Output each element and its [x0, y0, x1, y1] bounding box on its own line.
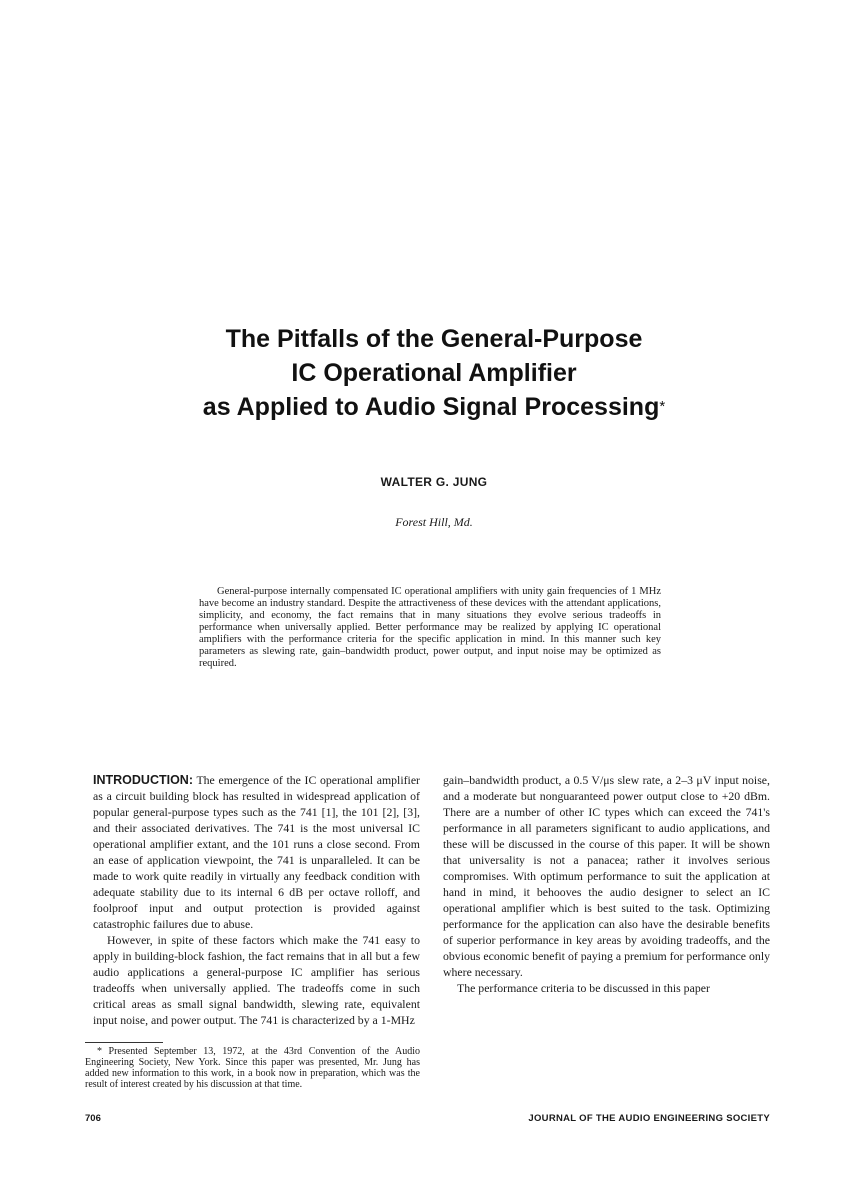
- footnote: * Presented September 13, 1972, at the 43rd Convention of the Audio Engineering Society, New York. Since this paper was presented, Mr. Jung has added new information to this work, in a book now in preparation, which was the result of interest created by his discussion at that time.: [85, 1046, 420, 1090]
- title-line-3: [120, 390, 748, 424]
- author-affiliation: Forest Hill, Md.: [395, 515, 473, 529]
- title-line-1: The Pitfalls of the General-Purpose: [225, 325, 643, 353]
- title-line-3-text: as Applied to Audio Signal Processing: [202, 393, 660, 421]
- footnote-rule: [85, 1042, 163, 1043]
- abstract: General-purpose internally compensated IC operational amplifiers with unity gain frequencies of 1 MHz have become an industry standard. Despite the attractiveness of these devices with the attendant applications, simplicity, and economy, the fact remains that in many situations they evolve serious tradeoffs in performance when universally applied. Better performance may be realized by applying IC operational amplifiers with the performance criteria for the specific application in mind. In this manner such key parameters as slewing rate, gain–bandwidth product, power output, and input noise may be optimized as required.: [199, 586, 661, 669]
- author-name: WALTER G. JUNG: [380, 475, 488, 489]
- journal-name: JOURNAL OF THE AUDIO ENGINEERING SOCIETY: [528, 1113, 770, 1124]
- title-footnote-mark: *: [659, 398, 666, 415]
- page-number: 706: [85, 1113, 101, 1124]
- body-paragraph-3: The performance criteria to be discussed in this paper: [457, 981, 710, 995]
- body-column-right: [443, 772, 770, 996]
- paper-title: [120, 322, 748, 424]
- body-paragraph-2: However, in spite of these factors which make the 741 easy to apply in building-block fashion, the fact remains that in all but a few audio applications a general-purpose IC amplifier has serious tradeoffs when universally applied. The tradeoffs come in such critical areas as small signal bandwidth, slewing rate, equivalent input noise, and power output. The 741 is characterized by a 1-MHz: [93, 933, 420, 1027]
- intro-text: The emergence of the IC operational amplifier as a circuit building block has resulted in widespread application of popular general-purpose types such as the 741 [1], the 101 [2], [3], and their associated derivatives. The 741 is the most universal IC operational amplifier extant, and the 101 runs a close second. From an ease of application viewpoint, the 741 is unparalleled. It can be made to work quite readily in virtually any feedback condition with adequate stability due to its internal 6 dB per octave rolloff, and foolproof input and output protection is provided against catastrophic failures due to abuse.: [93, 773, 420, 931]
- intro-heading: INTRODUCTION:: [93, 773, 193, 787]
- title-line-2: IC Operational Amplifier: [291, 359, 577, 387]
- body-paragraph-2-continued: gain–bandwidth product, a 0.5 V/μs slew rate, a 2–3 μV input noise, and a moderate but nonguaranteed power output close to +20 dBm. There are a number of other IC types which can exceed the 741's performance in all parameters significant to audio applications, and these will be discussed in the course of this paper. It will be shown that universality is not a panacea; rather it involves serious compromises. With optimum performance to suit the application at hand in mind, it behooves the audio designer to select an IC operational amplifier which is best suited to the task. Optimizing performance for the application can also have the desirable benefits of superior performance in key areas by avoiding tradeoffs, and the obvious economic benefit of paying a premium for performance only where necessary.: [443, 773, 770, 979]
- intro-paragraph: [93, 772, 420, 932]
- body-column-left: [93, 772, 420, 1028]
